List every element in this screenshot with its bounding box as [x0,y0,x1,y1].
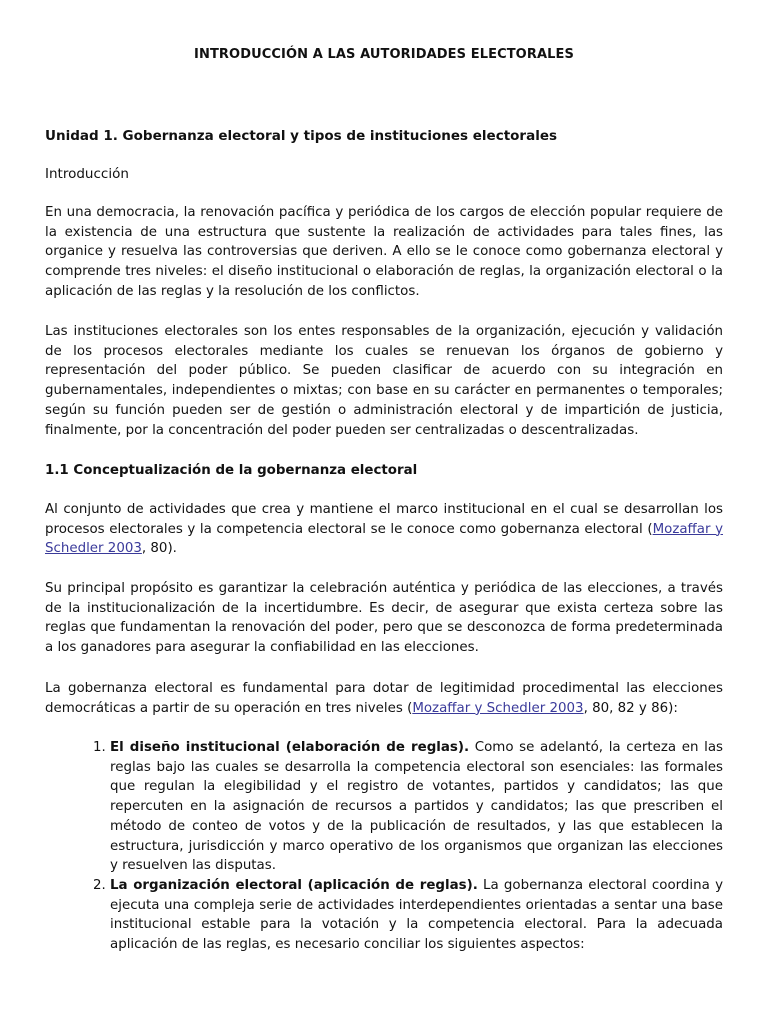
paragraph-3-tail: , 80). [141,541,177,557]
paragraph-3-text: Al conjunto de actividades que crea y mantiene el marco institucional en el cual se desarrollan los procesos electorales y la competencia electoral se le conoce como gobernanza electoral ( [45,502,723,537]
paragraph-4: Su principal propósito es garantizar la celebración auténtica y periódica de las elecciones, a través de la institucionalización de la incertidumbre. Es decir, de asegurar que exista certeza sobre las reglas que fundamentan la renovación del poder, pero que se desconozca de forma predeterminada a los ganadores para asegurar la confiabilidad en las elecciones. [45,581,723,656]
citation-link[interactable]: Mozaffar y Schedler 2003 [412,700,584,716]
list-item-title: La organización electoral (aplicación de reglas). [110,877,478,893]
list-item [110,738,723,876]
list-item-text: Como se adelantó, la certeza en las reglas bajo las cuales se desarrolla la competencia electoral son esenciales: las formales que regulan la elegibilidad y el registro de votantes, partidos y candidatos; las que repercuten en la asignación de recursos a partidos y candidatos; las que prescriben el método de conteo de votos y de la publicación de resultados, y las que establecen la estructura, jurisdicción y marco operativo de los organismos que organizan las elecciones y resuelven las disputas. [110,740,724,874]
unit-heading: Unidad 1. Gobernanza electoral y tipos de instituciones electorales [45,128,558,144]
list-item-title: El diseño institucional (elaboración de reglas). [110,740,470,755]
list-item [110,876,723,955]
paragraph-5 [45,679,723,718]
document-title: INTRODUCCIÓN A LAS AUTORIDADES ELECTORALES [194,47,574,62]
paragraph-3 [45,500,723,559]
paragraph-5-tail: , 80, 82 y 86): [583,700,678,716]
paragraph-1: En una democracia, la renovación pacífica y periódica de los cargos de elección popular requiere de la existencia de una estructura que sustente la realización de actividades para tales fines, las organice y resuelva las controversias que deriven. A ello se le conoce como gobernanza electoral y comprende tres niveles: el diseño institucional o elaboración de reglas, la organización electoral o la aplicación de las reglas y la resolución de los conflictos. [45,205,723,299]
paragraph-2: Las instituciones electorales son los entes responsables de la organización, ejecución y validación de los procesos electorales mediante los cuales se renuevan los órganos de gobierno y representación del poder público. Se pueden clasificar de acuerdo con su integración en gubernamentales, independientes o mixtas; con base en su carácter en permanentes o temporales; según su función pueden ser de gestión o administración electoral y de impartición de justicia, finalmente, por la concentración del poder pueden ser centralizadas o descentralizadas. [45,324,723,438]
section-heading-1-1: 1.1 Conceptualización de la gobernanza electoral [45,463,418,478]
list-item-text: La gobernanza electoral coordina y ejecuta una compleja serie de actividades interdependientes orientadas a sentar una base institucional estable para la votación y la competencia electoral. Para la adecuada aplicación de las reglas, es necesario conciliar los siguientes aspectos: [110,877,723,953]
intro-label: Introducción [45,166,129,182]
paragraph-5-text: La gobernanza electoral es fundamental para dotar de legitimidad procedimental las elecciones democráticas a partir de su operación en tres niveles ( [45,681,723,716]
levels-list [78,738,723,955]
citation-link[interactable]: Mozaffar y Schedler 2003 [45,521,723,557]
